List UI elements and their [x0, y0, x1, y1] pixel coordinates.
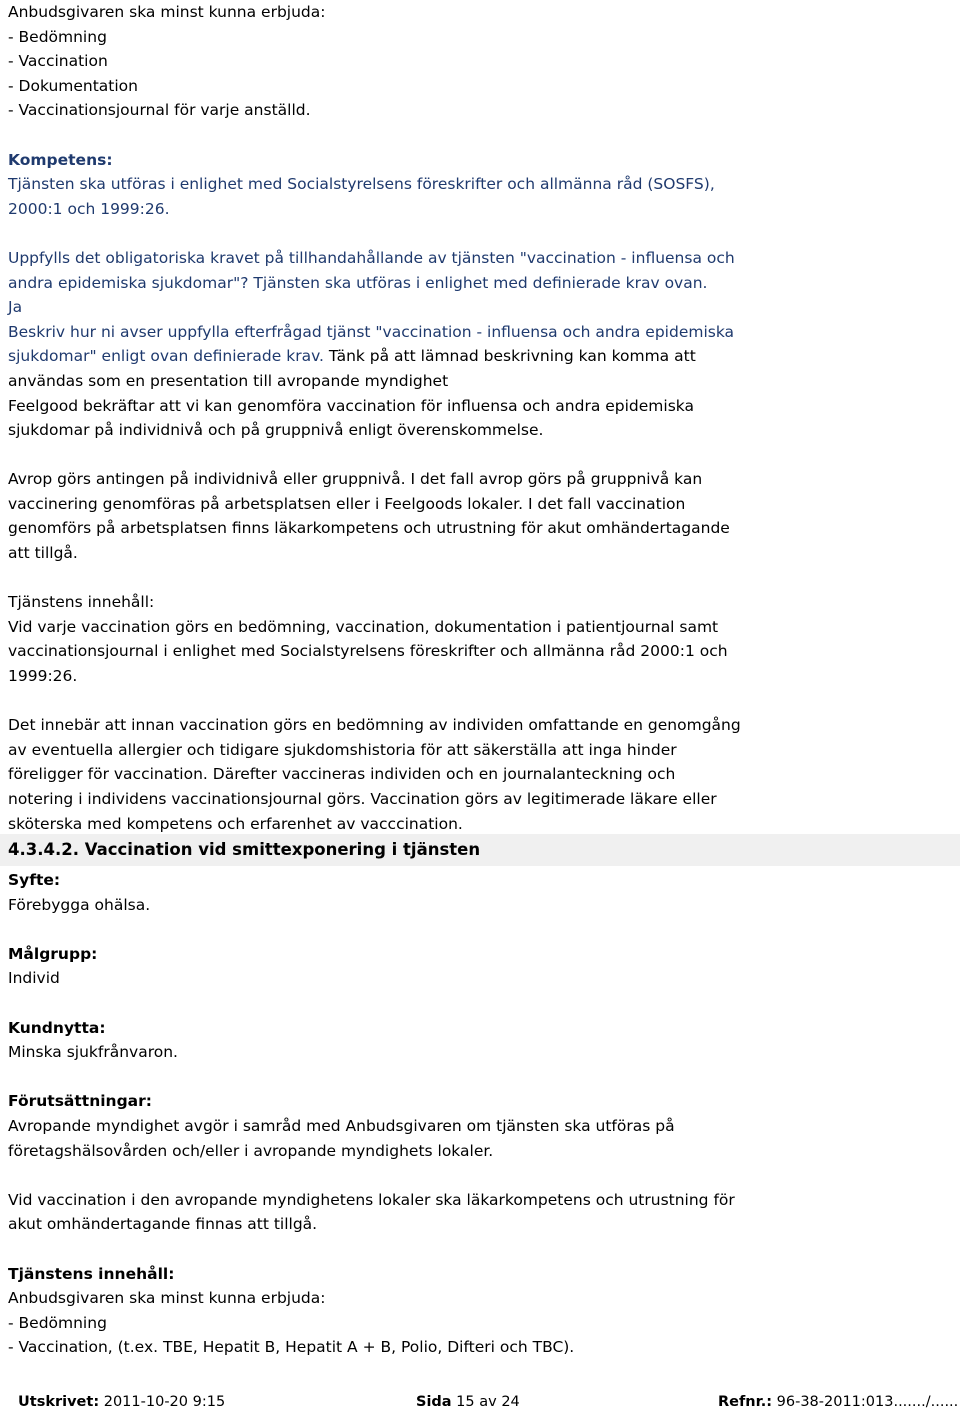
text-line: 1999:26. — [8, 667, 78, 686]
section-heading: 4.3.4.2. Vaccination vid smittexponering i tjänsten — [8, 840, 481, 859]
text-line: Vid vaccination i den avropande myndighetens lokaler ska läkarkompetens och utrustning för — [8, 1190, 735, 1209]
text-line: Tjänsten ska utföras i enlighet med Socialstyrelsens föreskrifter och allmänna råd (SOSFS), — [8, 175, 715, 194]
section-heading-bar — [0, 834, 960, 866]
forutsattningar-label: Förutsättningar: — [8, 1092, 152, 1111]
footer-refnr-value: 96-38-2011:013......./...... — [772, 1394, 959, 1410]
list-item: - Bedömning — [8, 27, 107, 46]
footer-printed-label: Utskrivet: — [18, 1394, 100, 1410]
footer-refnr — [718, 1392, 958, 1412]
text-line: genomförs på arbetsplatsen finns läkarkompetens och utrustning för akut omhändertagande — [8, 519, 730, 538]
list-item: - Vaccination — [8, 52, 108, 71]
kompetens-label: Kompetens: — [8, 150, 113, 169]
text-line: Avropande myndighet avgör i samråd med Anbudsgivaren om tjänsten ska utföras på — [8, 1116, 675, 1135]
text-fragment: sjukdomar" enligt ovan definierade krav. — [8, 347, 324, 366]
innehall-label: Tjänstens innehåll: — [8, 1264, 175, 1283]
list-item: - Dokumentation — [8, 76, 138, 95]
text-fragment: Tänk på att lämnad beskrivning kan komma att — [323, 347, 696, 366]
text-line: användas som en presentation till avropande myndighet — [8, 371, 449, 390]
text-line: sköterska med kompetens och erfarenhet av vacccination. — [8, 814, 463, 833]
malgrupp-text: Individ — [8, 969, 60, 988]
text-line: Det innebär att innan vaccination görs en bedömning av individen omfattande en genomgång — [8, 716, 741, 735]
text-line: vaccinationsjournal i enlighet med Socialstyrelsens föreskrifter och allmänna råd 2000:1 och — [8, 642, 728, 661]
text-line: att tillgå. — [8, 544, 78, 563]
footer-page — [416, 1392, 520, 1412]
innehall-label: Tjänstens innehåll: — [8, 593, 155, 612]
footer-printed-value: 2011-10-20 9:15 — [99, 1394, 226, 1410]
document-body — [8, 0, 948, 836]
kundnytta-label: Kundnytta: — [8, 1018, 106, 1037]
syfte-label: Syfte: — [8, 871, 61, 889]
footer-page-value: 15 av 24 — [451, 1394, 520, 1410]
text-line: Avrop görs antingen på individnivå eller gruppnivå. I det fall avrop görs på gruppnivå kan — [8, 470, 703, 489]
text-line: sjukdomar på individnivå och på gruppnivå enligt överenskommelse. — [8, 421, 544, 440]
text-line: Anbudsgivaren ska minst kunna erbjuda: — [8, 1289, 326, 1308]
text-line: Feelgood bekräftar att vi kan genomföra vaccination för influensa och andra epidemiska — [8, 396, 694, 415]
list-item: - Vaccinationsjournal för varje anställd. — [8, 101, 311, 120]
text-line: av eventuella allergier och tidigare sjukdomshistoria för att säkerställa att inga hinder — [8, 740, 677, 759]
kundnytta-text: Minska sjukfrånvaron. — [8, 1043, 178, 1062]
list-item: - Bedömning — [8, 1313, 107, 1332]
footer-page-label: Sida — [416, 1394, 452, 1410]
text-line: föreligger för vaccination. Därefter vaccineras individen och en journalanteckning och — [8, 765, 676, 784]
text-line: akut omhändertagande finnas att tillgå. — [8, 1215, 318, 1234]
text-line: Vid varje vaccination görs en bedömning, vaccination, dokumentation i patientjournal samt — [8, 617, 719, 636]
footer-refnr-label: Refnr.: — [718, 1394, 773, 1410]
text-line: 2000:1 och 1999:26. — [8, 199, 170, 218]
answer-text: Ja — [8, 298, 23, 317]
list-item: - Vaccination, (t.ex. TBE, Hepatit B, Hepatit A + B, Polio, Difteri och TBC). — [8, 1338, 575, 1357]
text-line: Anbudsgivaren ska minst kunna erbjuda: — [8, 3, 326, 21]
footer-printed — [18, 1392, 225, 1412]
malgrupp-label: Målgrupp: — [8, 944, 98, 963]
text-line — [8, 344, 948, 369]
text-line: vaccinering genomföras på arbetsplatsen eller i Feelgoods lokaler. I det fall vaccination — [8, 494, 686, 513]
text-line: Beskriv hur ni avser uppfylla efterfrågad tjänst "vaccination - influensa och andra epidemiska — [8, 322, 735, 341]
question-line: andra epidemiska sjukdomar"? Tjänsten ska utföras i enlighet med definierade krav ovan. — [8, 273, 708, 292]
section-body — [8, 868, 948, 1360]
page-footer — [0, 1392, 960, 1412]
question-line: Uppfylls det obligatoriska kravet på tillhandahållande av tjänsten "vaccination - influensa och — [8, 248, 735, 267]
text-line: notering i individens vaccinationsjournal görs. Vaccination görs av legitimerade läkare eller — [8, 790, 717, 808]
text-line: företagshälsovården och/eller i avropande myndighets lokaler. — [8, 1141, 494, 1160]
syfte-text: Förebygga ohälsa. — [8, 895, 151, 914]
